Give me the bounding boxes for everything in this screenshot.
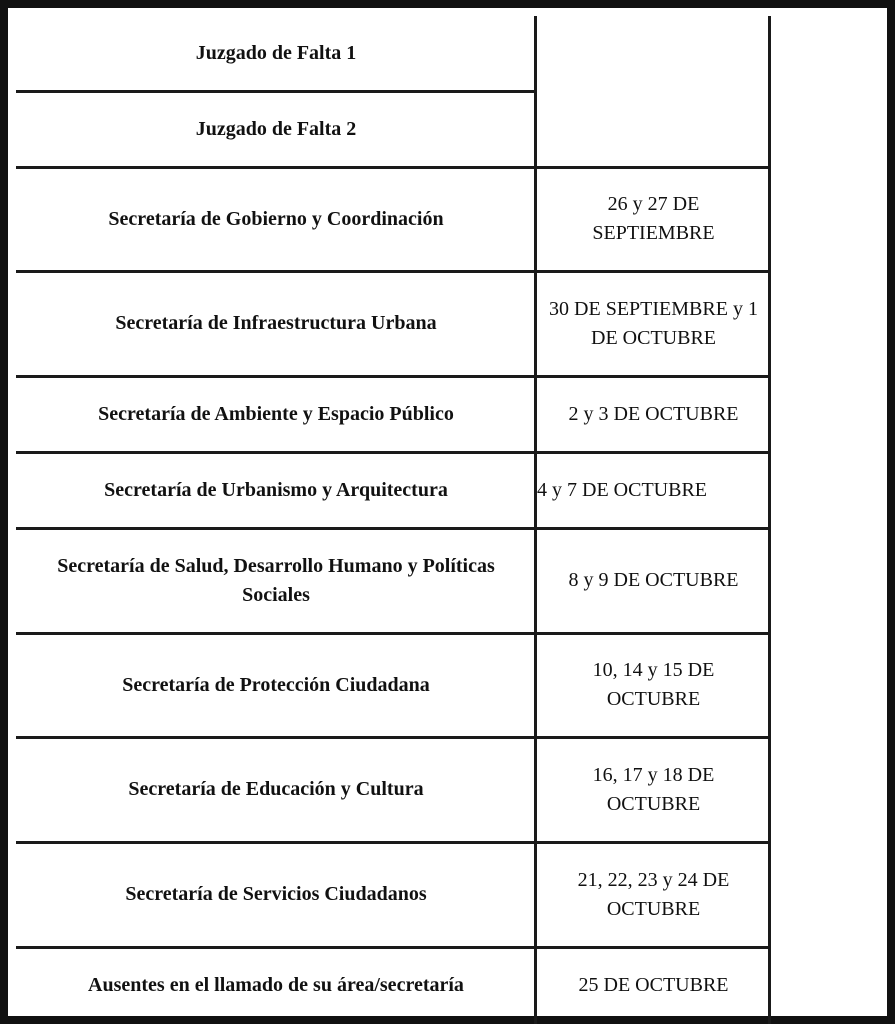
date-cell: 21, 22, 23 y 24 DE OCTUBRE [577,868,730,920]
area-name: Secretaría de Educación y Cultura [128,778,424,800]
area-name: Secretaría de Salud, Desarrollo Humano y Políticas Sociales [57,554,495,606]
row-divider [16,527,771,530]
date-cell: 4 y 7 DE OCTUBRE [537,478,707,501]
area-name: Secretaría de Servicios Ciudadanos [125,883,427,905]
area-name: Juzgado de Falta 2 [195,117,357,140]
schedule-table [16,16,895,1024]
row-divider [16,270,771,273]
area-name: Secretaría de Urbanismo y Arquitectura [104,478,448,501]
area-name: Secretaría de Gobierno y Coordinación [108,207,444,230]
area-name: Secretaría de Protección Ciudadana [122,673,430,696]
area-name: Secretaría de Ambiente y Espacio Público [98,402,454,425]
row-divider [16,166,771,169]
area-name: Secretaría de Infraestructura Urbana [115,312,437,334]
row-divider [16,736,771,739]
date-cell: 2 y 3 DE OCTUBRE [568,402,739,425]
date-cell: 8 y 9 DE OCTUBRE [568,569,739,591]
row-divider [16,946,771,949]
row-divider [16,451,771,454]
area-name: Ausentes en el llamado de su área/secretaría [88,974,464,996]
date-cell [537,16,770,167]
row-divider [16,841,771,844]
date-cell: 30 DE SEPTIEMBRE y 1 DE OCTUBRE [549,297,758,349]
empty-column [771,16,895,1024]
date-cell: 10, 14 y 15 DE OCTUBRE [592,659,715,710]
area-name: Juzgado de Falta 1 [195,42,357,64]
row-divider [16,632,771,635]
row-divider [16,375,771,378]
date-cell: 25 DE OCTUBRE [578,974,729,996]
date-cell: 16, 17 y 18 DE OCTUBRE [592,763,715,815]
row-divider [16,90,536,93]
date-cell: 26 y 27 DE SEPTIEMBRE [592,193,715,244]
